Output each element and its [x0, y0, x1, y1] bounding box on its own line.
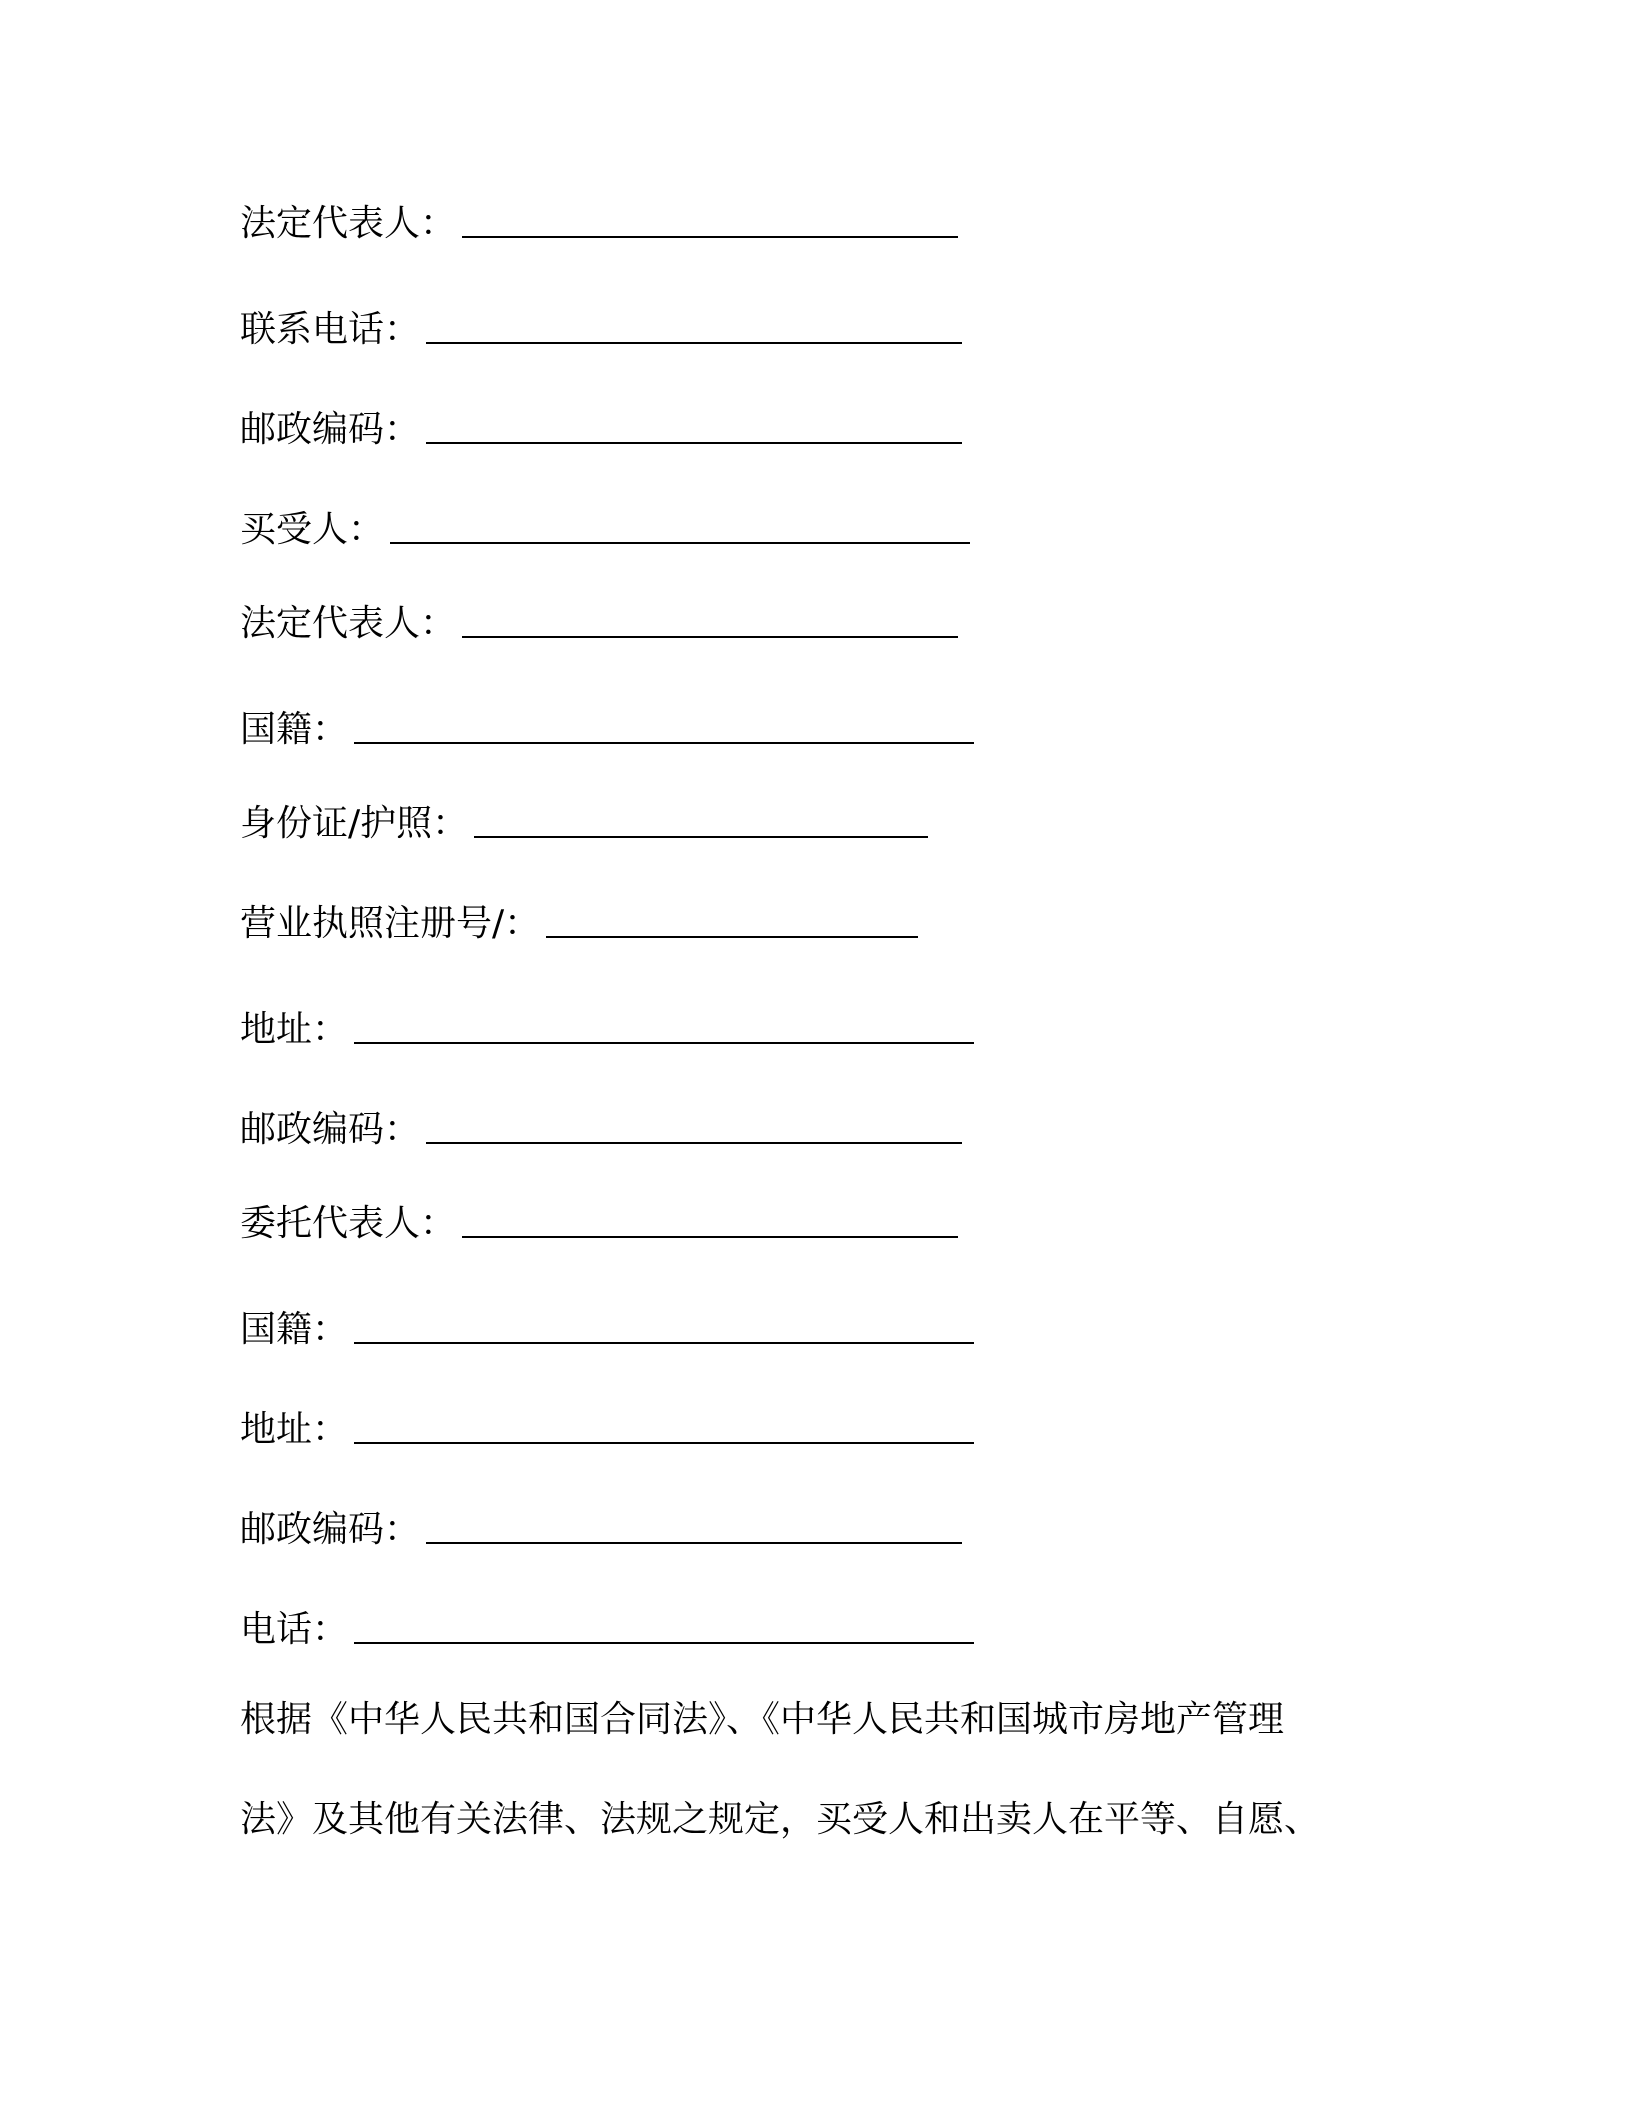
fill-in-blank[interactable]: [426, 312, 962, 344]
field-label: 邮政编码：: [240, 1509, 421, 1550]
fill-in-blank[interactable]: [426, 412, 962, 444]
id-passport-field: [240, 790, 928, 846]
field-label: 委托代表人：: [240, 1203, 457, 1244]
authorized-representative-field: [240, 1190, 958, 1246]
field-label: 地址：: [240, 1009, 349, 1050]
fill-in-blank[interactable]: [354, 1312, 974, 1344]
field-label: 身份证/护照：: [240, 803, 469, 844]
body-paragraph-line-1: 根据《中华人民共和国合同法》、《中华人民共和国城市房地产管理: [240, 1699, 1285, 1740]
business-license-field: [240, 890, 918, 946]
fill-in-blank[interactable]: [462, 606, 958, 638]
fill-in-blank[interactable]: [354, 712, 974, 744]
field-label: 地址：: [240, 1409, 349, 1450]
field-label: 电话：: [240, 1609, 349, 1650]
field-label: 法定代表人：: [240, 603, 457, 644]
address-field-2: [240, 1396, 974, 1452]
fill-in-blank[interactable]: [462, 1206, 958, 1238]
field-label: 买受人：: [240, 509, 385, 550]
fill-in-blank[interactable]: [354, 1012, 974, 1044]
postal-code-field-3: [240, 1496, 962, 1552]
fill-in-blank[interactable]: [462, 206, 958, 238]
fill-in-blank[interactable]: [390, 512, 970, 544]
field-label: 邮政编码：: [240, 409, 421, 450]
field-label: 营业执照注册号/：: [240, 903, 541, 944]
field-label: 法定代表人：: [240, 203, 457, 244]
nationality-field-2: [240, 1296, 974, 1352]
postal-code-field-2: [240, 1096, 962, 1152]
field-label: 联系电话：: [240, 309, 421, 350]
fill-in-blank[interactable]: [546, 906, 918, 938]
fill-in-blank[interactable]: [474, 806, 928, 838]
field-label: 国籍：: [240, 709, 349, 750]
fill-in-blank[interactable]: [354, 1412, 974, 1444]
buyer-legal-representative-field: [240, 590, 958, 646]
address-field: [240, 996, 974, 1052]
body-paragraph-line-2: 法》及其他有关法律、法规之规定，买受人和出卖人在平等、自愿、: [240, 1799, 1321, 1840]
fill-in-blank[interactable]: [354, 1612, 974, 1644]
postal-code-field: [240, 396, 962, 452]
contact-phone-field: [240, 296, 962, 352]
phone-field: [240, 1596, 974, 1652]
field-label: 邮政编码：: [240, 1109, 421, 1150]
legal-representative-field: [240, 190, 958, 246]
buyer-field: [240, 496, 970, 552]
fill-in-blank[interactable]: [426, 1512, 962, 1544]
field-label: 国籍：: [240, 1309, 349, 1350]
nationality-field: [240, 696, 974, 752]
fill-in-blank[interactable]: [426, 1112, 962, 1144]
